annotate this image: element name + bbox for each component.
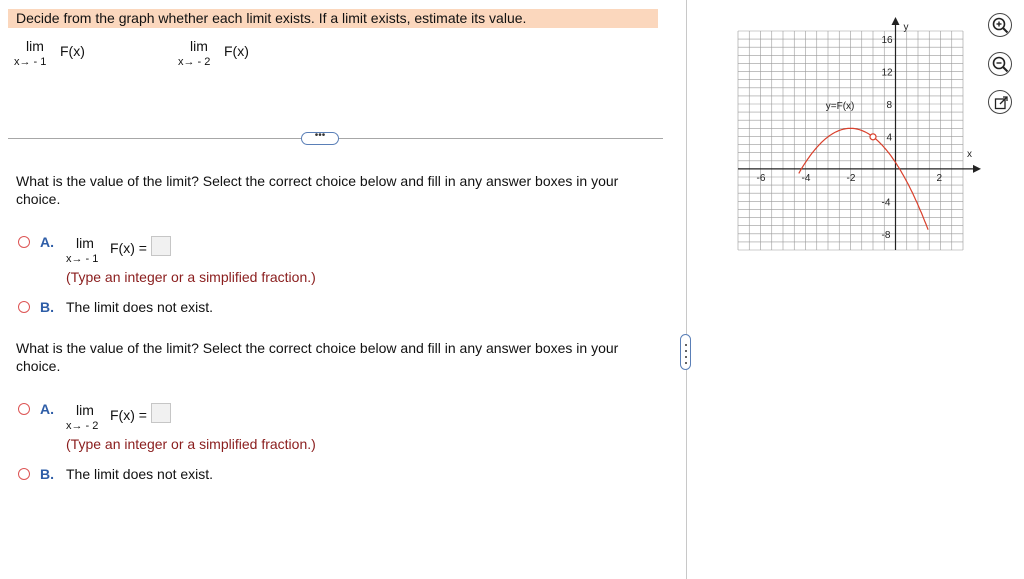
popout-button[interactable] — [988, 90, 1012, 114]
lim-subscript: x→ - 2 — [178, 56, 211, 68]
lim-word: lim — [76, 402, 94, 418]
lim-function: F(x) = — [110, 240, 147, 256]
y-tick-label: 12 — [881, 67, 893, 79]
lim-function: F(x) — [60, 43, 85, 59]
choice-b-letter: B. — [40, 299, 54, 315]
answer-input-1[interactable] — [151, 236, 171, 256]
choice-a-radio[interactable] — [18, 236, 30, 248]
lim-word: lim — [190, 38, 208, 54]
answer-input-2[interactable] — [151, 403, 171, 423]
choice-b-text: The limit does not exist. — [66, 466, 214, 482]
choice-b-radio[interactable] — [18, 301, 30, 313]
lim-subscript: x→ - 1 — [66, 253, 99, 265]
zoom-out-icon — [989, 53, 1013, 77]
function-graph — [730, 10, 990, 260]
zoom-out-button[interactable] — [988, 52, 1012, 76]
y-tick-label: -4 — [881, 197, 891, 209]
function-curve — [799, 128, 928, 229]
choice-a-letter: A. — [40, 401, 54, 417]
splitter-handle[interactable] — [680, 334, 691, 370]
expand-button[interactable]: ••• — [301, 132, 339, 145]
lim-subscript: x→ - 1 — [14, 56, 47, 68]
choice-b-text: The limit does not exist. — [66, 299, 214, 315]
lim-function: F(x) — [224, 43, 249, 59]
lim-word: lim — [76, 235, 94, 251]
lim-function: F(x) = — [110, 407, 147, 423]
zoom-in-button[interactable] — [988, 13, 1012, 37]
x-tick-label: -2 — [846, 172, 856, 184]
answer-hint: (Type an integer or a simplified fraction.) — [66, 269, 316, 285]
instruction-text: Decide from the graph whether each limit exists. If a limit exists, estimate its value. — [16, 10, 527, 26]
y-axis-arrow — [892, 17, 900, 25]
choice-a-radio[interactable] — [18, 403, 30, 415]
popout-icon — [989, 91, 1013, 115]
curve-label: y=F(x) — [825, 100, 855, 112]
x-axis-arrow — [973, 165, 981, 173]
x-tick-label: -4 — [801, 172, 811, 184]
choice-b-letter: B. — [40, 466, 54, 482]
x-axis-label: x — [967, 148, 972, 160]
choice-a-letter: A. — [40, 234, 54, 250]
limit-expression-1 — [14, 38, 134, 72]
question-1-prompt: What is the value of the limit? Select the correct choice below and fill in any answer boxes in your choice. — [16, 173, 619, 207]
y-tick-label: 8 — [886, 100, 893, 111]
y-axis-label: y — [903, 22, 909, 33]
y-tick-label: 4 — [886, 132, 893, 144]
x-tick-label: -6 — [756, 172, 766, 184]
graph-tick-labels — [757, 35, 943, 241]
open-point — [870, 134, 876, 140]
graph-axes — [738, 17, 981, 250]
zoom-in-icon — [989, 14, 1013, 38]
limit-expression-2 — [178, 38, 298, 72]
lim-word: lim — [26, 38, 44, 54]
pane-splitter — [686, 0, 687, 579]
x-tick-label: 2 — [936, 172, 943, 184]
graph-grid — [738, 31, 963, 250]
answer-hint: (Type an integer or a simplified fraction.) — [66, 436, 316, 452]
y-tick-label: -8 — [881, 229, 891, 241]
lim-subscript: x→ - 2 — [66, 420, 99, 432]
choice-b-radio[interactable] — [18, 468, 30, 480]
question-2-prompt: What is the value of the limit? Select the correct choice below and fill in any answer boxes in your choice. — [16, 340, 619, 374]
y-tick-label: 16 — [881, 35, 893, 47]
